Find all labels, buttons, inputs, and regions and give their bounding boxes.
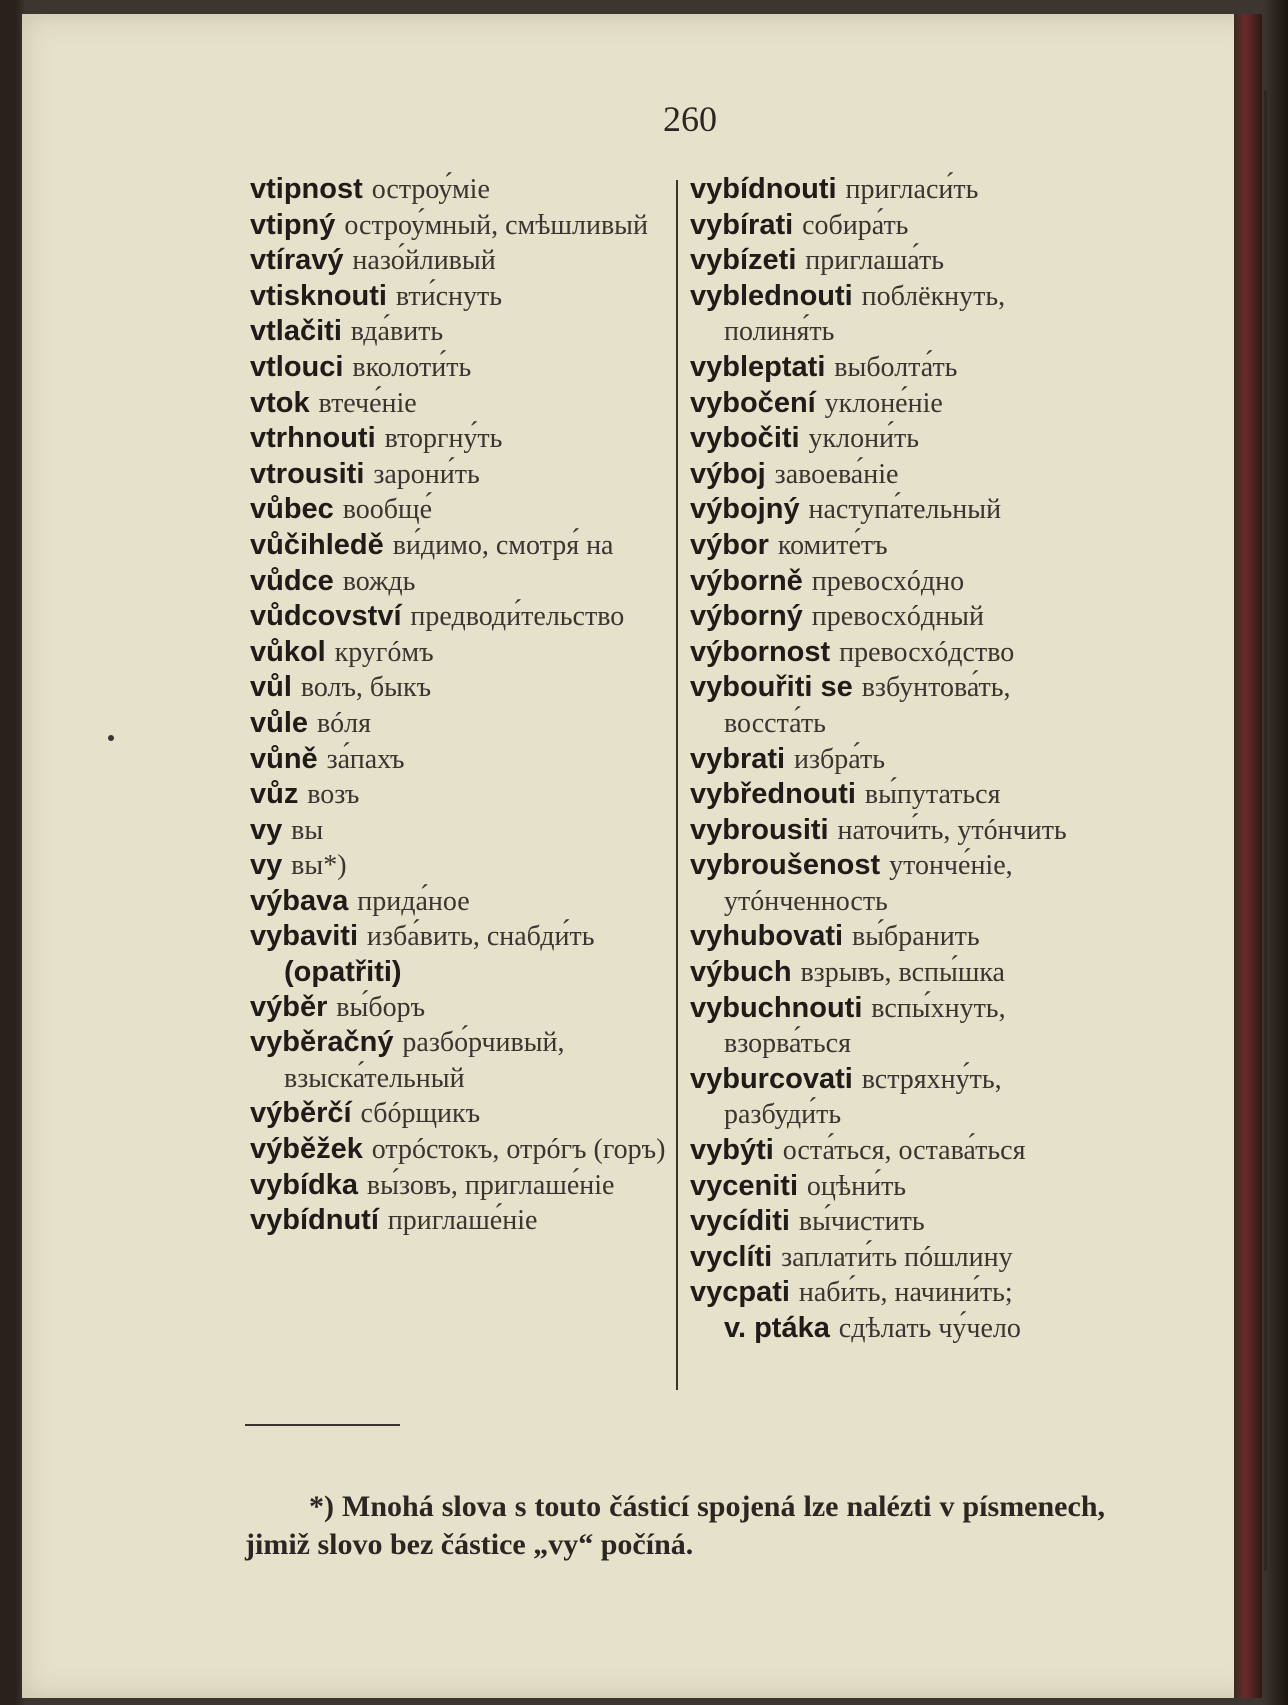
translation: встряхну́ть, разбуди́ть (724, 1063, 1002, 1131)
headword: vtíravý (250, 244, 344, 277)
translation: приглаша́ть (805, 245, 944, 277)
translation: поблёкнуть, полиня́ть (724, 280, 1006, 348)
headword: vybízeti (690, 244, 797, 277)
dictionary-entry (690, 386, 1110, 422)
dictionary-entry (690, 919, 1110, 955)
page-edge-line (1264, 90, 1267, 1570)
headword: vybrousiti (690, 813, 829, 846)
translation: вы́зовъ, приглаше́ніе (366, 1169, 615, 1201)
dictionary-entry (690, 955, 1110, 991)
headword: vyclíti (690, 1240, 773, 1273)
dictionary-entry (690, 1169, 1110, 1205)
headword: vtlačiti (250, 315, 342, 348)
translation: предводи́тельство (410, 601, 625, 633)
headword: vtlouci (250, 350, 344, 383)
headword: výbava (250, 884, 349, 917)
dictionary-entry (250, 919, 670, 989)
headword: vůdcovství (250, 600, 402, 633)
translation: превосхóдство (839, 636, 1015, 668)
translation: комите́тъ (777, 529, 888, 561)
dictionary-entry (690, 421, 1110, 457)
translation: вти́снуть (395, 280, 503, 312)
dictionary-entry (690, 1204, 1110, 1240)
headword: vtipný (250, 208, 336, 241)
headword: výborně (690, 564, 803, 597)
translation: оцѣни́ть (806, 1170, 907, 1202)
translation: назо́йливый (352, 245, 496, 277)
headword: vtrousiti (250, 457, 365, 490)
translation: волъ, быкъ (300, 672, 432, 704)
translation: утонче́ніе, утóнченность (724, 850, 1013, 917)
headword: vůl (250, 671, 292, 704)
translation: втече́ніе (318, 387, 417, 419)
headword: vyhubovati (690, 920, 844, 953)
translation: превосхóдный (811, 601, 984, 633)
dictionary-entry (690, 492, 1110, 528)
translation: возъ (307, 779, 360, 811)
dictionary-entry (250, 990, 670, 1026)
headword: výborný (690, 600, 803, 633)
dictionary-entry (250, 492, 670, 528)
dictionary-entry (250, 350, 670, 386)
headword: vybočiti (690, 422, 800, 455)
dictionary-entry (690, 1062, 1110, 1133)
translation: остроу́міе (371, 174, 490, 205)
translation: уклоне́ніе (824, 387, 943, 419)
dictionary-entry (250, 635, 670, 671)
dictionary-entry (690, 172, 1110, 208)
dictionary-entry (250, 208, 670, 244)
headword: vybroušenost (690, 849, 881, 882)
headword: vůz (250, 778, 299, 811)
headword: vybleptati (690, 350, 826, 383)
headword: vyběračný (250, 1026, 394, 1059)
translation: пригласи́ть (845, 174, 979, 205)
headword: vůčihledě (250, 528, 384, 561)
dictionary-entry (690, 1311, 1110, 1347)
translation: кругóмъ (334, 636, 434, 668)
dictionary-entry (250, 279, 670, 315)
headword: vůbec (250, 493, 334, 526)
dictionary-entry (250, 813, 670, 849)
translation: наточи́ть, утóнчить (837, 814, 1067, 846)
dictionary-entry (250, 884, 670, 920)
headword: vůně (250, 742, 318, 775)
dictionary-entry (250, 1203, 670, 1239)
translation: за́пахъ (326, 743, 405, 775)
dictionary-entry (690, 635, 1110, 671)
right-column (690, 172, 1110, 1347)
translation: вы́путаться (864, 779, 1001, 811)
translation: изба́вить, снабди́ть (366, 921, 595, 953)
dictionary-entry (690, 279, 1110, 350)
headword: výběžek (250, 1133, 363, 1166)
dictionary-entry (250, 386, 670, 422)
translation: взбунтова́ть, восста́ть (724, 672, 1011, 739)
headword: vy (250, 813, 283, 846)
dictionary-entry (690, 777, 1110, 813)
column-divider (676, 180, 678, 1390)
headword: výběr (250, 990, 328, 1023)
translation: наступа́тельный (808, 494, 1002, 526)
left-column (250, 172, 670, 1239)
translation: остроу́мный, смѣшливый (344, 209, 648, 241)
translation: приглаше́ніе (387, 1205, 538, 1237)
translation: ви́димо, смотря́ на (392, 529, 614, 561)
headword: výběrčí (250, 1097, 352, 1130)
translation: вóля (316, 707, 372, 739)
dictionary-entry (690, 350, 1110, 386)
translation: уклони́ть (808, 423, 920, 455)
dictionary-entry (250, 314, 670, 350)
dictionary-entry (690, 528, 1110, 564)
dictionary-entry (250, 1168, 670, 1204)
dictionary-entry (690, 564, 1110, 600)
headword: v. ptáka (724, 1312, 830, 1344)
translation: зарони́ть (373, 458, 480, 490)
footnote-rule (245, 1424, 400, 1426)
translation: вы́чистить (798, 1206, 925, 1238)
dictionary-entry (250, 421, 670, 457)
headword: výbuch (690, 956, 792, 989)
headword: vtok (250, 386, 310, 419)
dictionary-entry (250, 742, 670, 778)
translation: вы́бранить (852, 921, 980, 953)
headword: výbor (690, 528, 769, 561)
translation: вторгну́ть (384, 423, 503, 455)
dictionary-entry (690, 1275, 1110, 1311)
headword: vybrati (690, 742, 786, 775)
translation: завоева́ніе (774, 458, 899, 490)
translation: сбóрщикъ (360, 1098, 481, 1130)
translation: собира́ть (802, 209, 909, 241)
translation: оста́ться, остава́ться (782, 1135, 1026, 1167)
dictionary-entry (690, 457, 1110, 493)
dictionary-entry (250, 457, 670, 493)
headword: vůle (250, 706, 309, 739)
translation: вда́вить (350, 316, 444, 348)
footnote: *) Mnohá slova s touto částicí spojená lze nalézti v písmenech, jimiž slovo bez částice „vy“ počíná. (245, 1490, 1105, 1561)
headword: vybočení (690, 386, 816, 419)
translation: превосхóдно (811, 565, 965, 597)
translation: заплати́ть пóшлину (781, 1241, 1013, 1273)
dictionary-entry (690, 243, 1110, 279)
dictionary-entry (690, 991, 1110, 1062)
dictionary-entry (250, 1025, 670, 1096)
headword: vybřednouti (690, 778, 856, 811)
ink-speck (108, 735, 114, 741)
translation: прида́ное (357, 885, 470, 917)
headword: vybírati (690, 208, 794, 241)
dictionary-entry (250, 848, 670, 884)
dictionary-entry (250, 528, 670, 564)
headword: vybídka (250, 1168, 358, 1201)
translation: вспы́хнуть, взорва́ться (724, 992, 1006, 1060)
translation: взрывъ, вспы́шка (800, 957, 1005, 989)
headword: vyblednouti (690, 279, 853, 312)
headword: výboj (690, 457, 766, 490)
translation: вколоти́ть (352, 351, 472, 383)
translation: вы́боръ (336, 991, 426, 1023)
headword: vůdce (250, 564, 334, 597)
headword: vyburcovati (690, 1062, 853, 1095)
translation: вы (291, 814, 324, 846)
headword: vtipnost (250, 173, 363, 205)
headword: vycíditi (690, 1205, 790, 1238)
dictionary-entry (250, 777, 670, 813)
headword: vůkol (250, 635, 326, 668)
dictionary-entry (690, 848, 1110, 919)
dictionary-entry (250, 670, 670, 706)
dictionary-entry (250, 599, 670, 635)
page-number: 260 (663, 99, 717, 139)
headword: vybýti (690, 1134, 774, 1167)
headword: vybouřiti se (690, 671, 853, 704)
headword: vyceniti (690, 1169, 798, 1202)
dictionary-entry (690, 670, 1110, 741)
headword: výbojný (690, 493, 800, 526)
headword: vybaviti (250, 920, 358, 953)
translation: отрóстокъ, отрóгъ (горъ) (371, 1134, 666, 1166)
dictionary-entry (690, 599, 1110, 635)
book-spine-edge (1234, 14, 1262, 1698)
translation: разбо́рчивый, взыска́тельный (284, 1027, 565, 1094)
dictionary-entry (690, 742, 1110, 778)
translation: вы*) (291, 850, 347, 882)
headword: vy (250, 849, 283, 882)
translation: вообще́ (342, 494, 432, 526)
dictionary-entry (250, 564, 670, 600)
headword: vycpati (690, 1276, 790, 1309)
translation: наби́ть, начини́ть; (798, 1277, 1013, 1309)
dictionary-entry (250, 706, 670, 742)
headword: výbornost (690, 635, 831, 668)
dictionary-entry (250, 243, 670, 279)
headword: vybuchnouti (690, 991, 863, 1024)
headword: vtisknouti (250, 279, 387, 312)
headword-note: (opatřiti) (284, 956, 402, 989)
headword: vybídnutí (250, 1204, 379, 1237)
translation: сдѣлать чу́чело (838, 1313, 1021, 1344)
dictionary-entry (690, 813, 1110, 849)
headword: vtrhnouti (250, 422, 376, 455)
translation: выболта́ть (834, 351, 958, 383)
dictionary-entry (690, 208, 1110, 244)
dictionary-entry (690, 1133, 1110, 1169)
dictionary-entry (690, 1240, 1110, 1276)
dictionary-entry (250, 1132, 670, 1168)
dictionary-entry (250, 1096, 670, 1132)
translation: избра́ть (794, 743, 886, 775)
dictionary-entry (250, 172, 670, 208)
translation: вождь (342, 565, 416, 597)
headword: vybídnouti (690, 173, 837, 205)
